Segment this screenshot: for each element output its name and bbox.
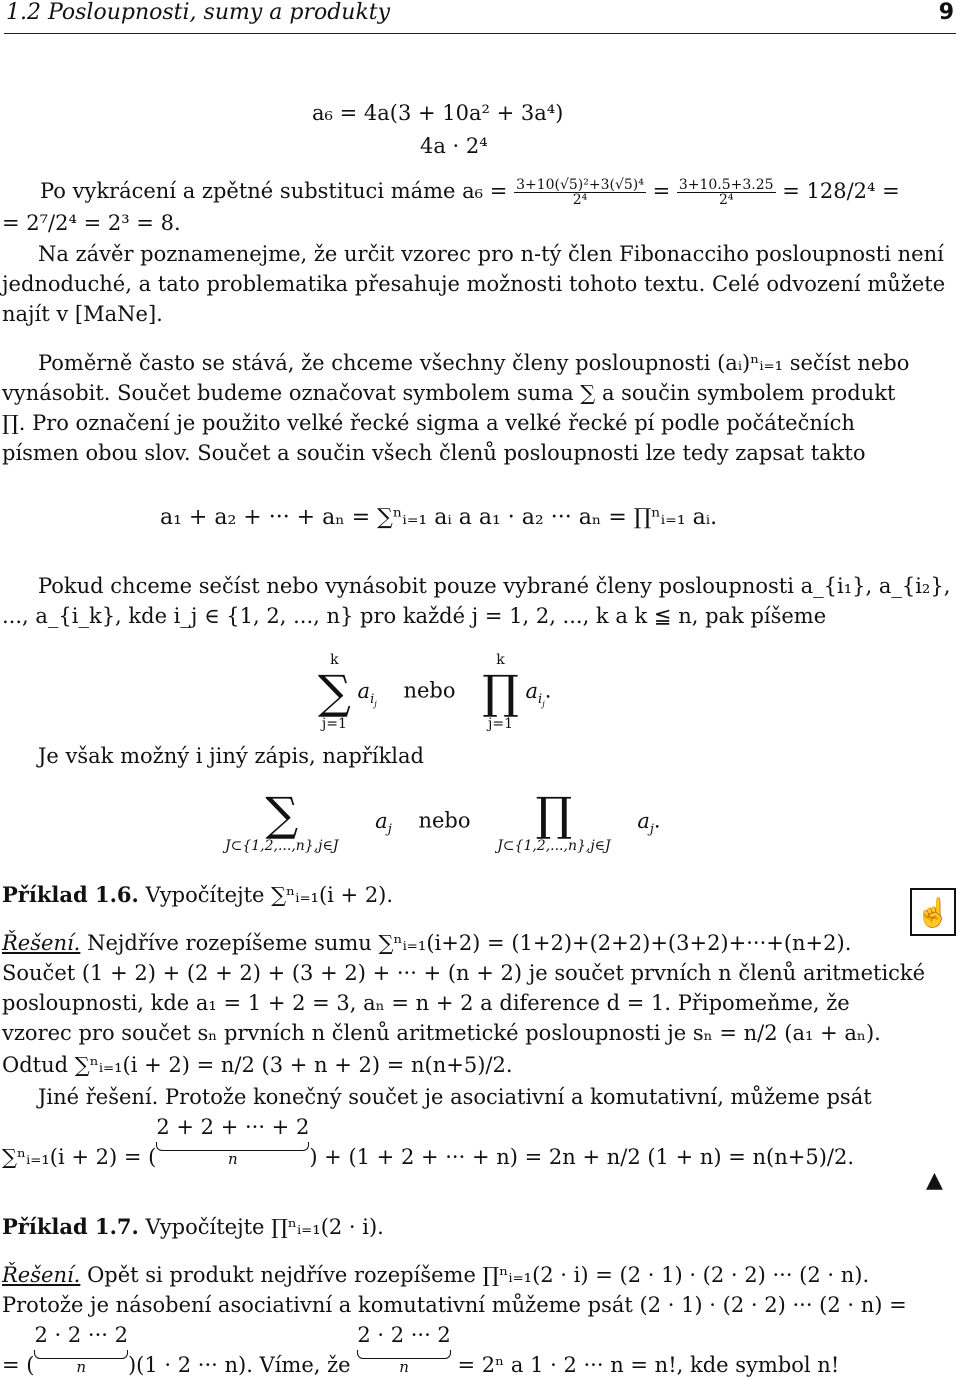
fraction: $\frac{\text{3+10(√5)²+3(√5)⁴}}{\text{2⁴}}$: [516, 177, 644, 208]
paragraph-line: Řešení. Opět si produkt nejdříve rozepíšeme ∏ⁿᵢ₌₁(2 · i) = (2 · 1) · (2 · 2) ··· (2 · n).: [2, 1263, 870, 1287]
equation-a6-denominator: 4a · 2⁴: [420, 134, 488, 158]
paragraph-line: najít v [MaNe].: [2, 302, 163, 326]
paragraph-line: písmen obou slov. Součet a součin všech členů posloupnosti lze tedy zapsat takto: [2, 441, 866, 465]
sum-operator: k ∑ j=1: [318, 652, 351, 732]
underbrace: 2 · 2 ··· 2 n: [357, 1323, 451, 1376]
product-operator: k ∏ j=1: [482, 652, 519, 732]
underbrace: 2 + 2 + ··· + 2 n: [156, 1115, 310, 1168]
underbrace: 2 · 2 ··· 2 n: [34, 1323, 128, 1376]
paragraph-line: posloupnosti, kde a₁ = 1 + 2 = 3, aₙ = n + 2 a diference d = 1. Připomeňme, že: [2, 991, 850, 1015]
paragraph-line: Je však možný i jiný zápis, například: [38, 744, 424, 768]
paragraph-line: ..., a_{i_k}, kde i_j ∈ {1, 2, ..., n} pro každé j = 1, 2, ..., k a k ≦ n, pak píšeme: [2, 604, 827, 628]
paragraph-line: Součet (1 + 2) + (2 + 2) + (3 + 2) + ··· + (n + 2) je součet prvních n členů aritmetické: [2, 961, 926, 985]
product-operator: ∏ J⊂{1,2,...,n},j∈J: [497, 787, 611, 854]
fraction: $\frac{3+10.5+3.25}{\text{2⁴}}$: [678, 177, 774, 208]
header-rule: [4, 33, 956, 34]
display-equation-subset: k ∑ j=1 $a_{i_j}$ nebo k ∏ j=1 $a_{i_j}$.: [318, 652, 552, 732]
hand-pointer-icon: ☝: [910, 888, 956, 936]
example-heading: Příklad 1.6. Vypočítejte ∑ⁿᵢ₌₁(i + 2).: [2, 882, 394, 907]
paragraph-line: Pokud chceme sečíst nebo vynásobit pouze vybrané členy posloupnosti a_{i₁}, a_{i₂},: [38, 574, 951, 598]
section-title: 1.2 Posloupnosti, sumy a produkty: [6, 0, 391, 25]
example-heading: Příklad 1.7. Vypočítejte ∏ⁿᵢ₌₁(2 · i).: [2, 1214, 384, 1239]
triangle-icon: ▲: [926, 1168, 943, 1193]
paragraph-line: Poměrně často se stává, že chceme všechny členy posloupnosti (aᵢ)ⁿᵢ₌₁ sečíst nebo: [38, 351, 910, 375]
page-number: 9: [938, 0, 954, 25]
paragraph-line: Řešení. Nejdříve rozepíšeme sumu ∑ⁿᵢ₌₁(i+2) = (1+2)+(2+2)+(3+2)+···+(n+2).: [2, 931, 852, 955]
equation-a6-text: a₆ = 4a(3 + 10a² + 3a⁴): [312, 101, 564, 125]
paragraph-line: Na závěr poznamenejme, že určit vzorec pro n-tý člen Fibonacciho posloupnosti není: [38, 242, 944, 266]
paragraph-line: Jiné řešení. Protože konečný součet je asociativní a komutativní, můžeme psát: [38, 1085, 872, 1109]
paragraph-line: jednoduché, a tato problematika přesahuje možnosti tohoto textu. Celé odvození můžete: [2, 272, 946, 296]
display-equation-sum-product: a₁ + a₂ + ··· + aₙ = ∑ⁿᵢ₌₁ aᵢ a a₁ · a₂ ··· aₙ = ∏ⁿᵢ₌₁ aᵢ.: [160, 505, 718, 530]
paragraph-line: = (2 · 2 ··· 2 n )(1 · 2 ··· n). Víme, že 2 · 2 ··· 2 n = 2ⁿ a 1 · 2 ··· n = n!, kde symbol n!: [2, 1323, 840, 1377]
running-header: [6, 0, 954, 26]
text-line: Po vykrácení a zpětné substituci máme a₆ = $\frac{\text{3+10(√5)²+3(√5)⁴}}{\text{2⁴}}$ = $\frac{3+10.5+3.25}{\text{2⁴}}$ = 128/2⁴ =: [40, 177, 900, 208]
paragraph-line: Protože je násobení asociativní a komutativní můžeme psát (2 · 1) · (2 · 2) ··· (2 · n) =: [2, 1293, 907, 1317]
paragraph-line: ∏. Pro označení je použito velké řecké sigma a velké řecké pí podle počátečních: [2, 411, 855, 435]
display-equation-index-set: ∑ J⊂{1,2,...,n},j∈J $a_j$ nebo ∏ J⊂{1,2,...,n},j∈J $a_j$.: [225, 787, 661, 854]
equation-a6: [312, 100, 563, 126]
paragraph-line: vzorec pro součet sₙ prvních n členů aritmetické posloupnosti je sₙ = n/2 (a₁ + aₙ).: [2, 1021, 881, 1045]
paragraph-line: Odtud ∑ⁿᵢ₌₁(i + 2) = n/2 (3 + n + 2) = n(n+5)/2.: [2, 1053, 513, 1077]
sum-operator: ∑ J⊂{1,2,...,n},j∈J: [225, 787, 339, 854]
text-line: = 2⁷/2⁴ = 2³ = 8.: [2, 211, 181, 235]
paragraph-line: ∑ⁿᵢ₌₁(i + 2) = (2 + 2 + ··· + 2 n ) + (1 + 2 + ··· + n) = 2n + n/2 (1 + n) = n(n+5)/2.: [2, 1115, 855, 1169]
paragraph-line: vynásobit. Součet budeme označovat symbolem suma ∑ a součin symbolem produkt: [2, 381, 896, 405]
